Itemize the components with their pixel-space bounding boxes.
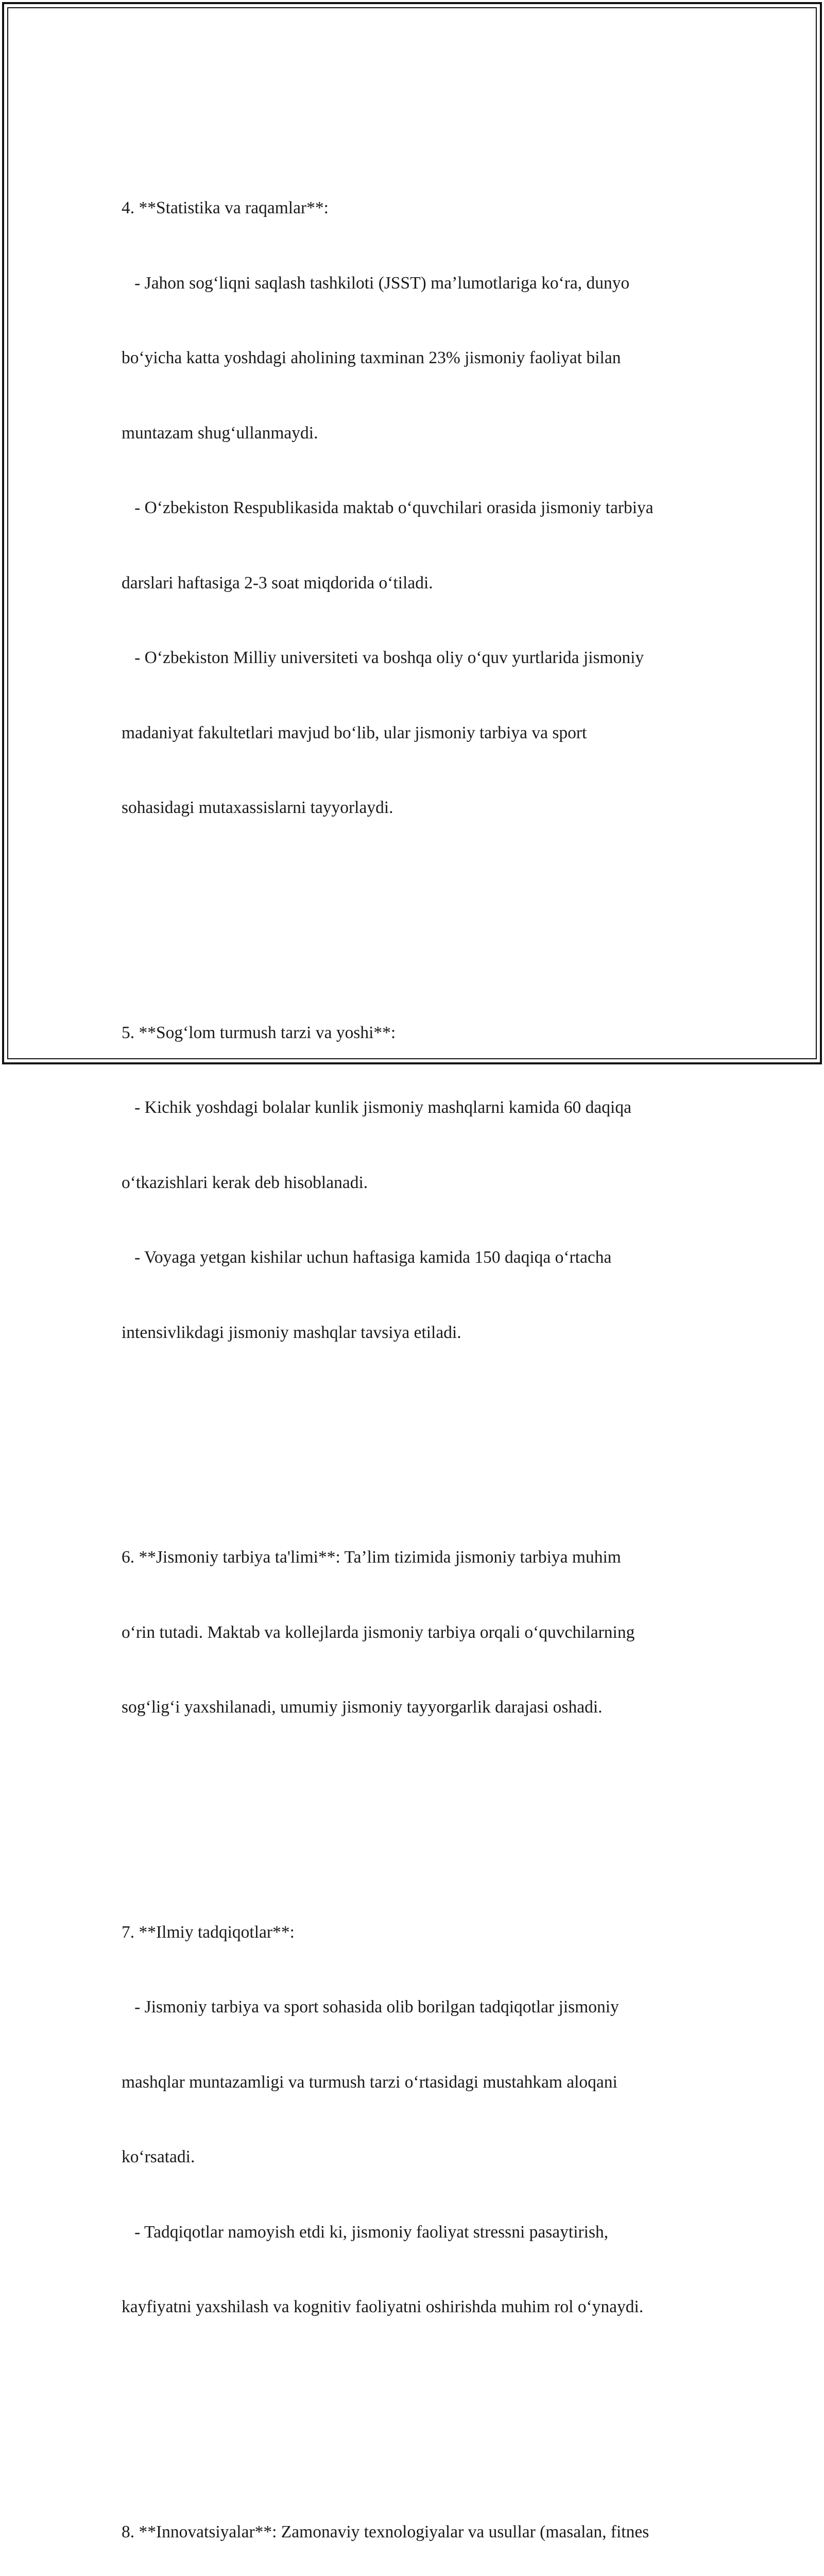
section-physical-education	[122, 1495, 719, 1770]
section-heading: 6. **Jismoniy tarbiya ta'limi**: Ta’lim tizimida jismoniy tarbiya muhim	[122, 1545, 719, 1570]
text-line: sog‘lig‘i yaxshilanadi, umumiy jismoniy tayyorgarlik darajasi oshadi.	[122, 1695, 719, 1720]
text-line: o‘tkazishlari kerak deb hisoblanadi.	[122, 1171, 719, 1196]
text-line: bo‘yicha katta yoshdagi aholining taxminan 23% jismoniy faoliyat bilan	[122, 346, 719, 371]
document-body	[122, 96, 719, 2576]
text-line: mashqlar muntazamligi va turmush tarzi o‘rtasidagi mustahkam aloqani	[122, 2070, 719, 2095]
text-line: sohasidagi mutaxassislarni tayyorlaydi.	[122, 795, 719, 821]
text-line: - O‘zbekiston Respublikasida maktab o‘quvchilari orasida jismoniy tarbiya	[122, 496, 719, 521]
text-line: - Jahon sog‘liqni saqlash tashkiloti (JSST) ma’lumotlariga ko‘ra, dunyo	[122, 271, 719, 296]
text-line: kayfiyatni yaxshilash va kognitiv faoliyatni oshirishda muhim rol o‘ynaydi.	[122, 2295, 719, 2320]
text-line: madaniyat fakultetlari mavjud bo‘lib, ular jismoniy tarbiya va sport	[122, 721, 719, 746]
section-research	[122, 1870, 719, 2370]
section-heading: 5. **Sog‘lom turmush tarzi va yoshi**:	[122, 1021, 719, 1046]
text-line: intensivlikdagi jismoniy mashqlar tavsiya etiladi.	[122, 1320, 719, 1346]
text-line: - Jismoniy tarbiya va sport sohasida olib borilgan tadqiqotlar jismoniy	[122, 1995, 719, 2020]
section-heading: 8. **Innovatsiyalar**: Zamonaviy texnologiyalar va usullar (masalan, fitnes	[122, 2520, 719, 2545]
text-line: - Voyaga yetgan kishilar uchun haftasiga kamida 150 daqiqa o‘rtacha	[122, 1245, 719, 1270]
text-line: - O‘zbekiston Milliy universiteti va boshqa oliy o‘quv yurtlarida jismoniy	[122, 646, 719, 671]
text-line: - Kichik yoshdagi bolalar kunlik jismoniy mashqlarni kamida 60 daqiqa	[122, 1095, 719, 1121]
section-heading: 4. **Statistika va raqamlar**:	[122, 196, 719, 221]
text-line: ko‘rsatadi.	[122, 2145, 719, 2170]
text-line: o‘rin tutadi. Maktab va kollejlarda jismoniy tarbiya orqali o‘quvchilarning	[122, 1620, 719, 1646]
section-healthy-lifestyle	[122, 971, 719, 1396]
text-line: darslari haftasiga 2-3 soat miqdorida o‘tiladi.	[122, 571, 719, 596]
section-innovations	[122, 2470, 719, 2576]
text-line: - Tadqiqotlar namoyish etdi ki, jismoniy faoliyat stressni pasaytirish,	[122, 2220, 719, 2245]
text-line: muntazam shug‘ullanmaydi.	[122, 421, 719, 446]
section-heading: 7. **Ilmiy tadqiqotlar**:	[122, 1920, 719, 1945]
section-statistics	[122, 146, 719, 871]
